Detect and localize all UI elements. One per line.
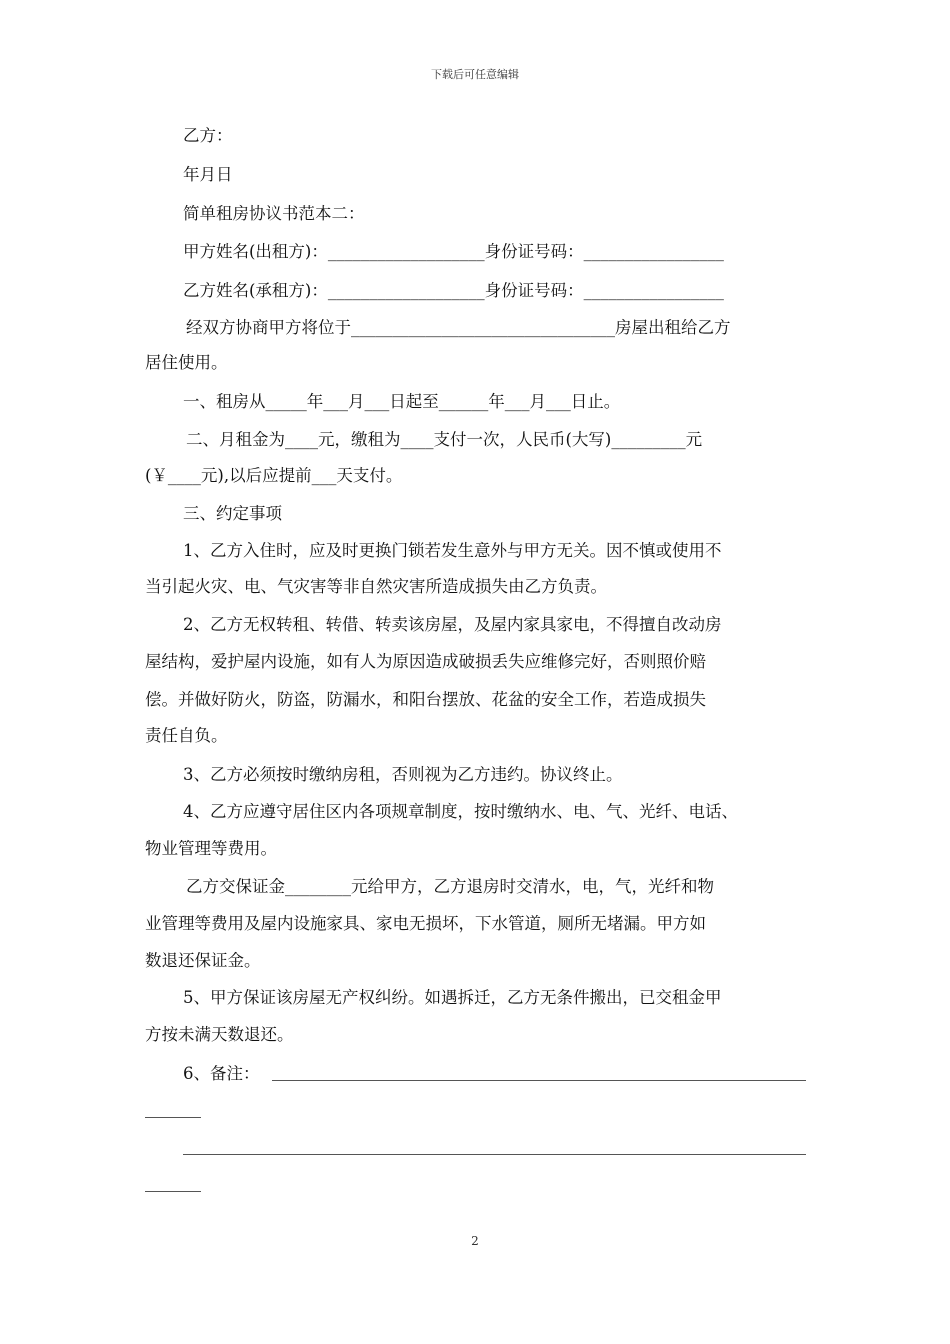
text-line: 甲方姓名(出租方)：___________________身份证号码：_________________ xyxy=(183,242,724,261)
text-line: 方按未满天数退还。 xyxy=(145,1025,294,1044)
text-line: 乙方交保证金________元给甲方，乙方退房时交清水，电，气，光纤和物 xyxy=(186,877,714,896)
text-line: 三、约定事项 xyxy=(183,504,282,523)
text-line: 年月日 xyxy=(183,165,233,184)
page-header: 下载后可任意编辑 xyxy=(431,68,519,81)
text-line: 乙方： xyxy=(183,126,233,145)
text-line: 物业管理等费用。 xyxy=(145,839,277,858)
text-line: 5、甲方保证该房屋无产权纠纷。如遇拆迁，乙方无条件搬出，已交租金甲 xyxy=(183,988,722,1007)
text-line: 偿。并做好防火，防盗，防漏水，和阳台摆放、花盆的安全工作，若造成损失 xyxy=(145,690,706,709)
page-number: 2 xyxy=(471,1234,479,1248)
remarks-blank-line xyxy=(272,1080,806,1081)
text-line: 3、乙方必须按时缴纳房租，否则视为乙方违约。协议终止。 xyxy=(183,765,623,784)
remarks-blank-line xyxy=(145,1191,201,1192)
text-line: 当引起火灾、电、气灾害等非自然灾害所造成损失由乙方负责。 xyxy=(145,577,607,596)
text-line: 乙方姓名(承租方)：___________________身份证号码：_________________ xyxy=(183,281,724,300)
text-line: 居住使用。 xyxy=(145,353,228,372)
text-line: 一、租房从_____年___月___日起至______年___月___日止。 xyxy=(183,392,621,411)
text-line: 责任自负。 xyxy=(145,726,228,745)
remarks-blank-line xyxy=(183,1154,806,1155)
text-line: 数退还保证金。 xyxy=(145,951,261,970)
text-line: 1、乙方入住时，应及时更换门锁若发生意外与甲方无关。因不慎或使用不 xyxy=(183,541,722,560)
remarks-label: 6、备注： xyxy=(183,1064,260,1083)
text-line: 2、乙方无权转租、转借、转卖该房屋，及屋内家具家电，不得擅自改动房 xyxy=(183,615,722,634)
text-line: 简单租房协议书范本二： xyxy=(183,204,365,223)
text-line: 业管理等费用及屋内设施家具、家电无损坏，下水管道，厕所无堵漏。甲方如 xyxy=(145,914,706,933)
text-line: 屋结构，爱护屋内设施，如有人为原因造成破损丢失应维修完好，否则照价赔 xyxy=(145,652,706,671)
text-line: 二、月租金为____元，缴租为____支付一次，人民币(大写)_________元 xyxy=(186,430,703,449)
text-line: 经双方协商甲方将位于________________________________房屋出租给乙方 xyxy=(186,318,731,337)
remarks-blank-line xyxy=(145,1117,201,1118)
text-line: (￥____元),以后应提前___天支付。 xyxy=(145,466,403,485)
text-line: 4、乙方应遵守居住区内各项规章制度，按时缴纳水、电、气、光纤、电话、 xyxy=(183,802,738,821)
